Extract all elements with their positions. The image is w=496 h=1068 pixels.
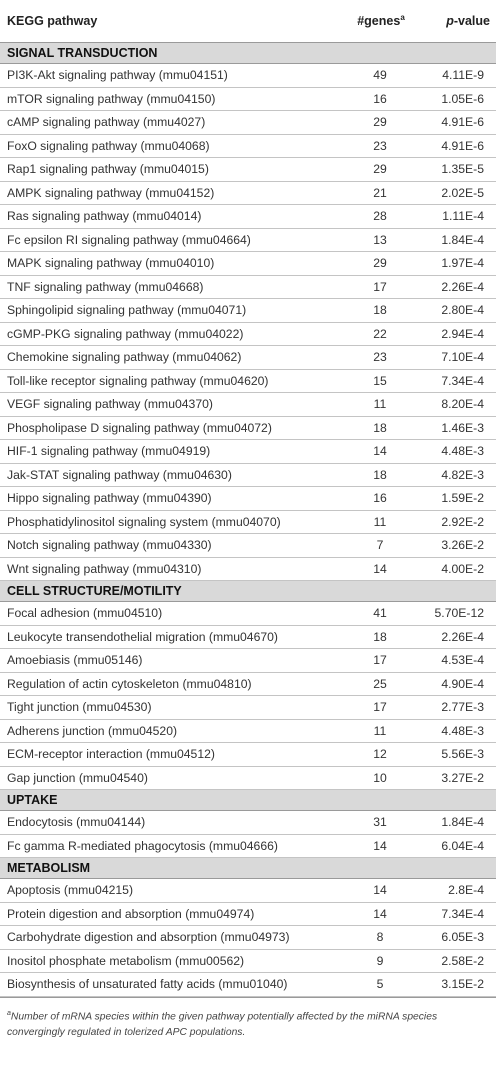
table-row [0,252,496,276]
pathway-cell: cAMP signaling pathway (mmu4027) [7,115,206,130]
table-row [0,879,496,903]
table-body [0,43,496,997]
p-value-cell: 5.70E-12 [434,606,484,621]
genes-cell: 18 [373,420,387,435]
p-value-cell: 6.05E-3 [441,930,484,945]
pathway-cell: Toll-like receptor signaling pathway (mmu04620) [7,373,269,388]
genes-cell: 18 [373,303,387,318]
pathway-cell: Sphingolipid signaling pathway (mmu04071) [7,303,247,318]
table-row [0,767,496,791]
pathway-cell: Endocytosis (mmu04144) [7,815,146,830]
table-row [0,950,496,974]
pathway-cell: Rap1 signaling pathway (mmu04015) [7,162,209,177]
genes-cell: 13 [373,232,387,247]
pathway-cell: FoxO signaling pathway (mmu04068) [7,138,210,153]
header-p-value [416,14,496,28]
table-row [0,673,496,697]
pathway-cell: cGMP-PKG signaling pathway (mmu04022) [7,326,244,341]
genes-cell: 49 [373,68,387,83]
table-footnote [0,997,496,1041]
pathway-cell: MAPK signaling pathway (mmu04010) [7,256,215,271]
pathway-cell: ECM-receptor interaction (mmu04512) [7,747,215,762]
p-value-cell: 1.05E-6 [441,91,484,106]
header-genes-label: #genes [357,14,401,29]
pathway-cell: VEGF signaling pathway (mmu04370) [7,397,213,412]
pathway-cell: mTOR signaling pathway (mmu04150) [7,91,216,106]
table-row [0,88,496,112]
table-row [0,649,496,673]
p-value-cell: 1.59E-2 [441,491,484,506]
table-row [0,602,496,626]
table-row [0,903,496,927]
table-row [0,626,496,650]
section-header: METABOLISM [0,858,496,879]
pathway-cell: Phosphatidylinositol signaling system (mmu04070) [7,514,281,529]
table-header [0,0,496,43]
genes-cell: 29 [373,256,387,271]
table-row [0,276,496,300]
table-row [0,346,496,370]
p-value-cell: 7.34E-4 [441,906,484,921]
table-row [0,720,496,744]
table-row [0,464,496,488]
table-row [0,111,496,135]
table-row [0,511,496,535]
genes-cell: 11 [373,723,387,738]
genes-cell: 8 [376,930,384,945]
table-row [0,323,496,347]
p-value-cell: 4.48E-3 [441,444,484,459]
pathway-cell: Leukocyte transendothelial migration (mmu04670) [7,629,278,644]
section-header: CELL STRUCTURE/MOTILITY [0,581,496,602]
genes-cell: 29 [373,115,387,130]
genes-cell: 31 [373,815,387,830]
pathway-cell: Ras signaling pathway (mmu04014) [7,209,202,224]
pathway-cell: AMPK signaling pathway (mmu04152) [7,185,215,200]
genes-cell: 17 [373,653,387,668]
genes-cell: 14 [373,906,387,921]
table-row [0,370,496,394]
genes-cell: 11 [373,514,387,529]
genes-cell: 23 [373,138,387,153]
genes-cell: 15 [373,373,387,388]
genes-cell: 9 [376,953,384,968]
p-value-cell: 2.94E-4 [441,326,484,341]
table-row [0,440,496,464]
header-kegg-pathway: KEGG pathway [7,14,98,28]
table-row [0,534,496,558]
p-value-cell: 3.15E-2 [441,977,484,992]
p-value-cell: 8.20E-4 [441,397,484,412]
genes-cell: 18 [373,467,387,482]
table-row [0,205,496,229]
p-value-cell: 4.11E-9 [442,68,484,83]
pathway-cell: Gap junction (mmu04540) [7,770,148,785]
genes-cell: 14 [373,883,387,898]
table-row [0,926,496,950]
table-row [0,158,496,182]
header-p-value-rest: -value [453,14,490,28]
genes-cell: 14 [373,444,387,459]
p-value-cell: 3.27E-2 [441,770,484,785]
genes-cell: 21 [373,185,387,200]
genes-cell: 5 [376,977,384,992]
pathway-cell: Fc gamma R-mediated phagocytosis (mmu04666) [7,838,278,853]
p-value-cell: 4.91E-6 [441,115,484,130]
genes-cell: 41 [373,606,387,621]
p-value-cell: 1.84E-4 [441,232,484,247]
pathway-cell: Carbohydrate digestion and absorption (mmu04973) [7,930,290,945]
genes-cell: 11 [373,397,387,412]
table-row [0,696,496,720]
p-value-cell: 7.10E-4 [441,350,484,365]
pathway-cell: PI3K-Akt signaling pathway (mmu04151) [7,68,228,83]
pathway-cell: Adherens junction (mmu04520) [7,723,178,738]
p-value-cell: 4.53E-4 [441,653,484,668]
table-row [0,182,496,206]
p-value-cell: 1.11E-4 [442,209,484,224]
p-value-cell: 6.04E-4 [441,838,484,853]
p-value-cell: 4.48E-3 [441,723,484,738]
table-row [0,558,496,582]
p-value-cell: 7.34E-4 [441,373,484,388]
genes-cell: 14 [373,838,387,853]
table-row [0,743,496,767]
p-value-cell: 1.97E-4 [441,256,484,271]
pathway-cell: Wnt signaling pathway (mmu04310) [7,561,202,576]
p-value-cell: 2.8E-4 [448,883,484,898]
p-value-cell: 4.82E-3 [441,467,484,482]
table-row [0,811,496,835]
pathway-cell: Biosynthesis of unsaturated fatty acids (mmu01040) [7,977,288,992]
genes-cell: 16 [373,91,387,106]
table-row [0,417,496,441]
section-header: UPTAKE [0,790,496,811]
genes-cell: 14 [373,561,387,576]
genes-cell: 28 [373,209,387,224]
genes-cell: 7 [376,538,384,553]
table-row [0,299,496,323]
p-value-cell: 2.02E-5 [441,185,484,200]
genes-cell: 23 [373,350,387,365]
p-value-cell: 1.84E-4 [441,815,484,830]
table-row [0,64,496,88]
p-value-cell: 1.35E-5 [441,162,484,177]
pathway-cell: Focal adhesion (mmu04510) [7,606,163,621]
p-value-cell: 1.46E-3 [441,420,484,435]
p-value-cell: 5.56E-3 [441,747,484,762]
header-p-letter: p [446,14,454,28]
pathway-cell: Inositol phosphate metabolism (mmu00562) [7,953,245,968]
pathway-cell: Notch signaling pathway (mmu04330) [7,538,212,553]
pathway-cell: Fc epsilon RI signaling pathway (mmu04664) [7,232,251,247]
genes-cell: 18 [373,629,387,644]
footnote-text: Number of mRNA species within the given pathway potentially affected by the miRNA species convergingly regulated in tolerized APC populations. [7,1010,438,1038]
pathway-cell: Amoebiasis (mmu05146) [7,653,143,668]
table-row [0,973,496,997]
p-value-cell: 3.26E-2 [441,538,484,553]
p-value-cell: 4.00E-2 [441,561,484,576]
genes-cell: 25 [373,676,387,691]
genes-cell: 12 [373,747,387,762]
header-genes-footnote-marker: a [400,13,405,23]
genes-cell: 29 [373,162,387,177]
pathway-cell: Apoptosis (mmu04215) [7,883,133,898]
table-row [0,135,496,159]
p-value-cell: 2.26E-4 [441,279,484,294]
genes-cell: 10 [373,770,387,785]
section-header: SIGNAL TRANSDUCTION [0,43,496,64]
pathway-cell: HIF-1 signaling pathway (mmu04919) [7,444,211,459]
p-value-cell: 2.77E-3 [441,700,484,715]
header-genes [346,13,416,28]
pathway-cell: Regulation of actin cytoskeleton (mmu04810) [7,676,252,691]
genes-cell: 17 [373,279,387,294]
pathway-cell: TNF signaling pathway (mmu04668) [7,279,204,294]
table-row [0,835,496,859]
pathway-cell: Hippo signaling pathway (mmu04390) [7,491,212,506]
p-value-cell: 2.92E-2 [441,514,484,529]
genes-cell: 17 [373,700,387,715]
pathway-cell: Protein digestion and absorption (mmu04974) [7,906,255,921]
table-row [0,229,496,253]
p-value-cell: 2.80E-4 [441,303,484,318]
pathway-cell: Chemokine signaling pathway (mmu04062) [7,350,242,365]
pathway-cell: Jak-STAT signaling pathway (mmu04630) [7,467,232,482]
p-value-cell: 4.91E-6 [441,138,484,153]
p-value-cell: 2.58E-2 [441,953,484,968]
pathway-cell: Phospholipase D signaling pathway (mmu04072) [7,420,272,435]
genes-cell: 22 [373,326,387,341]
p-value-cell: 4.90E-4 [441,676,484,691]
table-row [0,487,496,511]
p-value-cell: 2.26E-4 [441,629,484,644]
footnote-marker: a [7,1009,11,1017]
genes-cell: 16 [373,491,387,506]
table-row [0,393,496,417]
pathway-cell: Tight junction (mmu04530) [7,700,152,715]
